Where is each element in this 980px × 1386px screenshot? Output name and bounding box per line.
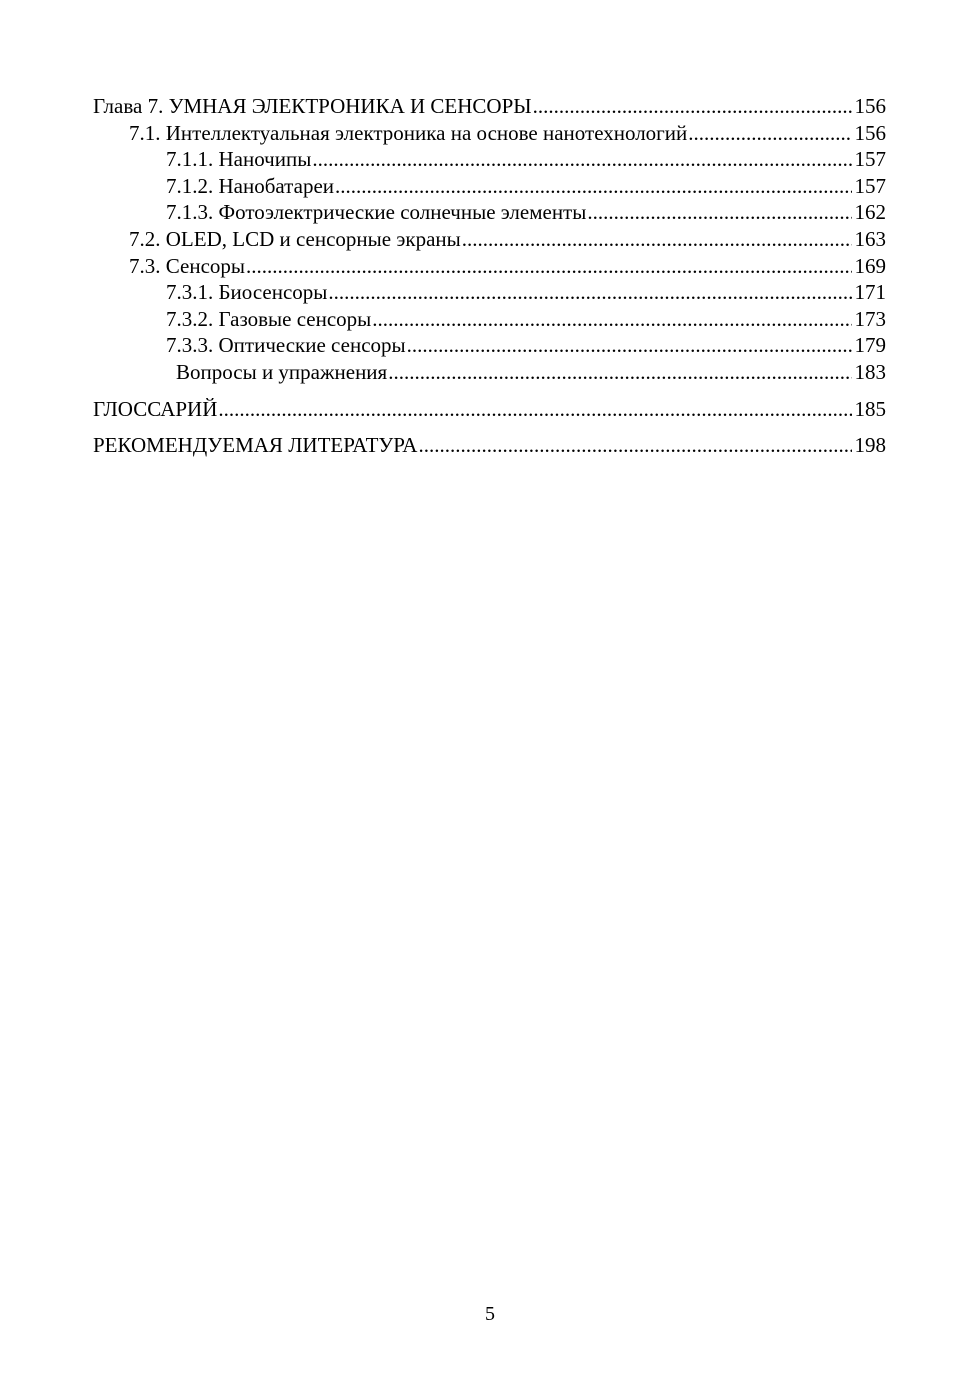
toc-entry-title: Глава 7. УМНАЯ ЭЛЕКТРОНИКА И СЕНСОРЫ [93, 94, 532, 118]
toc-entry-7-3[interactable] [93, 253, 886, 280]
toc-dot-leader [335, 173, 852, 200]
toc-entry-title: 7.3.2. Газовые сенсоры [166, 306, 372, 331]
toc-entry-recommended-literature[interactable] [93, 432, 886, 459]
toc-entry-page: 157 [854, 147, 886, 172]
toc-entry-page: 173 [854, 306, 886, 331]
toc-dot-leader [407, 332, 852, 359]
toc-dot-leader [246, 253, 851, 280]
toc-entry-page: 171 [854, 280, 886, 305]
toc-dot-leader [533, 93, 852, 120]
toc-entry-page: 198 [854, 433, 886, 458]
toc-dot-leader [388, 359, 851, 386]
table-of-contents [93, 93, 886, 459]
toc-dot-leader [372, 306, 851, 333]
toc-dot-leader [418, 432, 851, 459]
toc-entry-7-1-3[interactable] [93, 199, 886, 226]
toc-entry-title: 7.3.3. Оптические сенсоры [166, 333, 406, 358]
toc-entry-title: 7.1.3. Фотоэлектрические солнечные элементы [166, 200, 587, 225]
toc-dot-leader [587, 199, 851, 226]
toc-entry-page: 156 [854, 120, 886, 145]
toc-entry-7-3-1[interactable] [93, 279, 886, 306]
toc-entry-glossary[interactable] [93, 396, 886, 423]
toc-entry-title: 7.3. Сенсоры [129, 253, 246, 278]
toc-entry-title: 7.1. Интеллектуальная электроника на основе нанотехнологий [129, 120, 688, 145]
toc-dot-leader [462, 226, 852, 253]
toc-entry-7-1-1[interactable] [93, 146, 886, 173]
toc-entry-title: ГЛОССАРИЙ [93, 396, 218, 421]
toc-entry-page: 169 [854, 253, 886, 278]
toc-dot-leader [218, 396, 851, 423]
toc-entry-chapter-7[interactable] [93, 93, 886, 120]
toc-dot-leader [312, 146, 851, 173]
toc-entry-page: 183 [854, 359, 886, 384]
toc-entry-7-1-2[interactable] [93, 173, 886, 200]
toc-entry-page: 162 [854, 200, 886, 225]
toc-entry-page: 179 [854, 333, 886, 358]
toc-entry-title: 7.1.1. Наночипы [166, 147, 312, 172]
toc-entry-questions[interactable] [93, 359, 886, 386]
toc-entry-page: 156 [854, 94, 886, 118]
toc-entry-title: Вопросы и упражнения [176, 359, 388, 384]
toc-entry-title: РЕКОМЕНДУЕМАЯ ЛИТЕРАТУРА [93, 433, 418, 458]
toc-dot-leader [688, 120, 851, 147]
toc-entry-7-2[interactable] [93, 226, 886, 253]
toc-entry-title: 7.3.1. Биосенсоры [166, 280, 328, 305]
page-number: 5 [485, 1303, 495, 1325]
toc-entry-title: 7.1.2. Нанобатареи [166, 173, 334, 198]
toc-entry-page: 157 [854, 173, 886, 198]
toc-entry-page: 185 [854, 396, 886, 421]
toc-entry-title: 7.2. OLED, LCD и сенсорные экраны [129, 226, 461, 251]
toc-entry-7-1[interactable] [93, 120, 886, 147]
toc-entry-7-3-3[interactable] [93, 332, 886, 359]
toc-dot-leader [328, 279, 851, 306]
toc-entry-7-3-2[interactable] [93, 306, 886, 333]
toc-entry-page: 163 [854, 226, 886, 251]
